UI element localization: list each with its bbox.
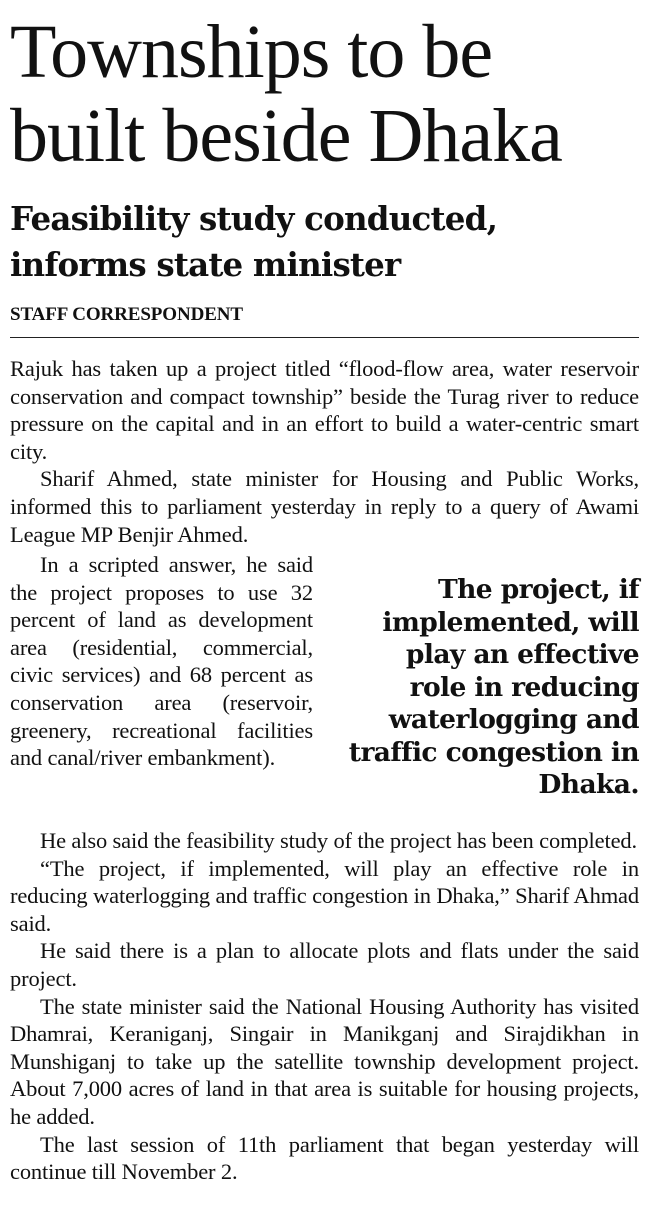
paragraph-1: Rajuk has taken up a project titled “flood-flow area, water reservoir conservation and compact township” beside the Turag river to reduce pressure on the capital and in an effort to build a water-centric smart city. (10, 356, 639, 464)
pull-quote: The project, if implemented, will play an effective role in reducing waterlogging and traffic congestion in Dhaka. (348, 574, 639, 800)
headline: Townships to be built beside Dhaka (10, 10, 562, 178)
article-body-column (10, 551, 313, 772)
paragraph-3: In a scripted answer, he said the project proposes to use 32 percent of land as development area (residential, commercial, civic services) and 68 percent as conservation area (reservoir, greenery, recreational facilities and canal/river embankment). (10, 552, 313, 771)
divider-rule (10, 337, 639, 338)
subheadline: Feasibility study conducted, informs state minister (10, 199, 498, 284)
paragraph-4: He also said the feasibility study of the project has been completed. (40, 828, 637, 853)
article-body-top (10, 355, 639, 548)
paragraph-2: Sharif Ahmed, state minister for Housing and Public Works, informed this to parliament yesterday in reply to a query of Awami League MP Benjir Ahmed. (10, 466, 639, 547)
byline: STAFF CORRESPONDENT (10, 304, 243, 325)
article-body-bottom (10, 827, 639, 1186)
paragraph-5: “The project, if implemented, will play an effective role in reducing waterlogging and traffic congestion in Dhaka,” Sharif Ahmad said. (10, 855, 639, 936)
paragraph-6: He said there is a plan to allocate plots and flats under the said project. (10, 938, 639, 991)
paragraph-8: The last session of 11th parliament that began yesterday will continue till November 2. (10, 1131, 639, 1185)
paragraph-7: The state minister said the National Housing Authority has visited Dhamrai, Keraniganj, Singair in Manikganj and Sirajdikhan in Munshiganj to take up the satellite township development project. About 7,000 acres of land in that area is suitable for housing projects, he added. (10, 993, 639, 1129)
